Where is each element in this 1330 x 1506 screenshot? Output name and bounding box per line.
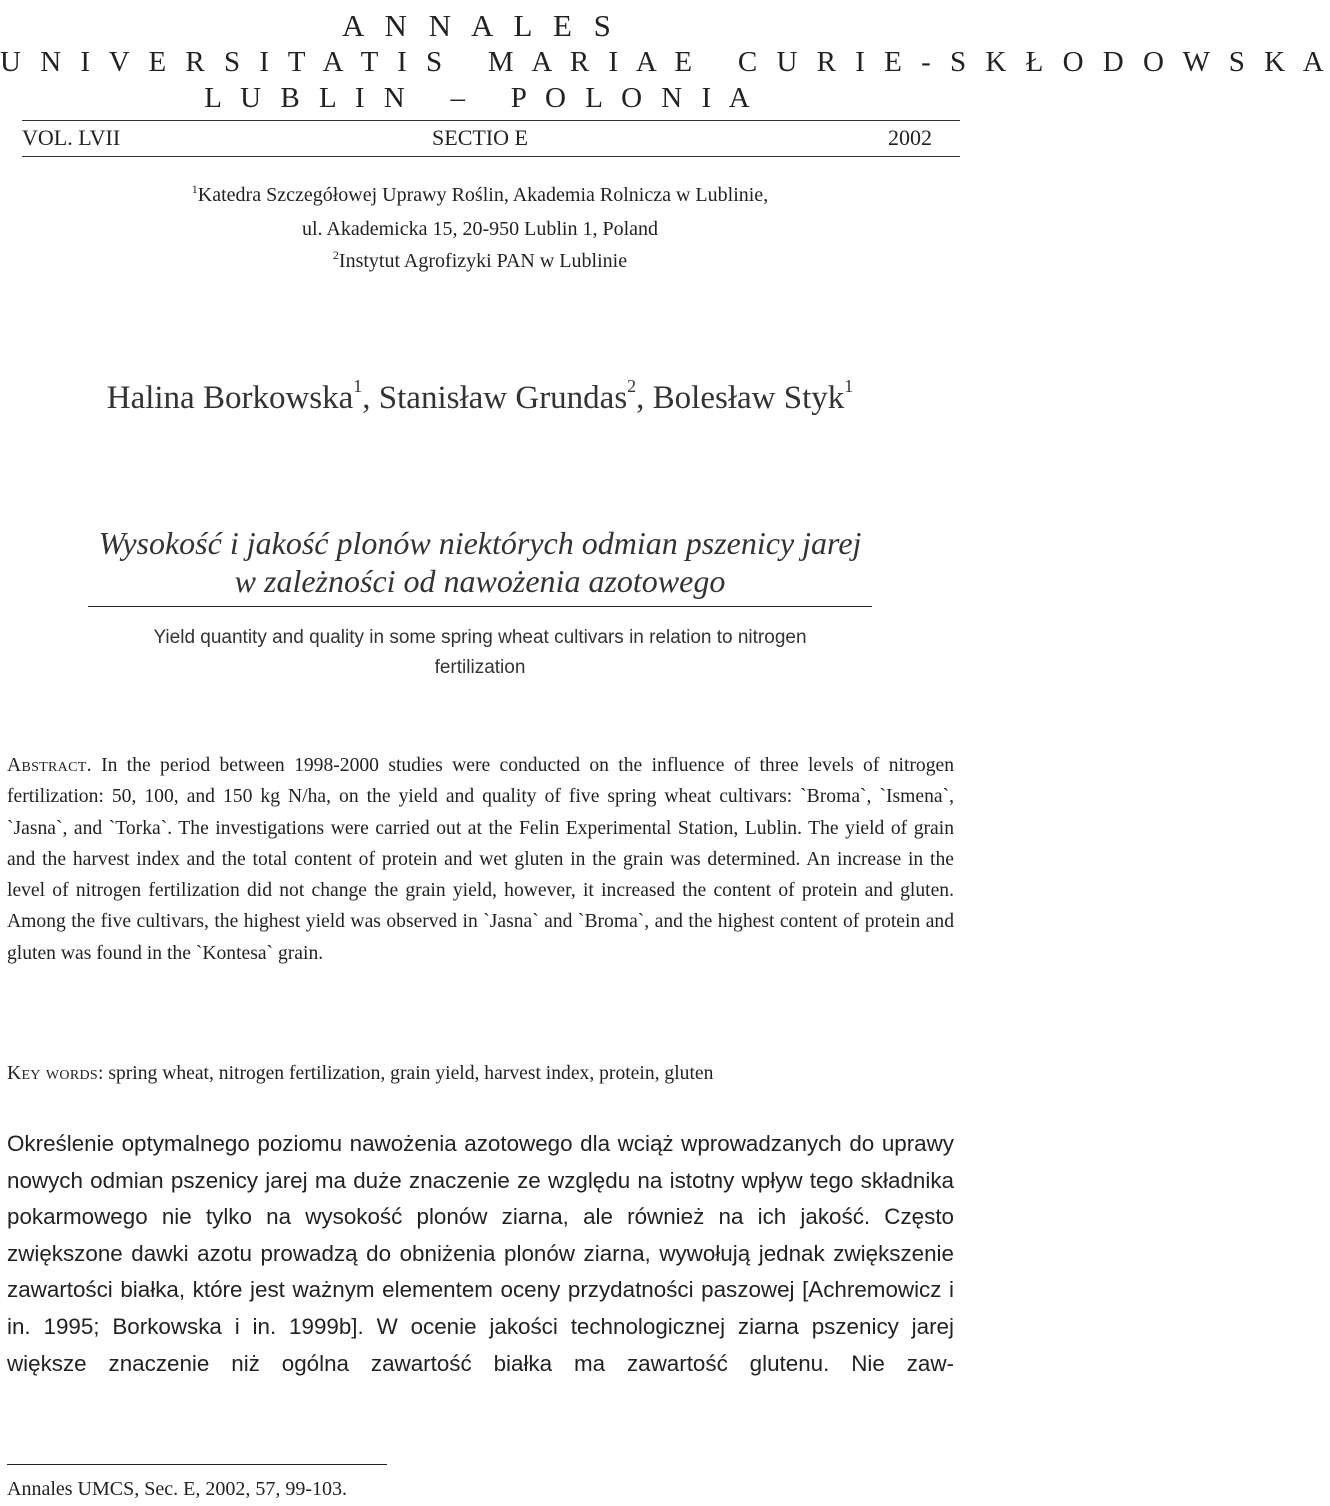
affiliation-1-line2: ul. Akademicka 15, 20-950 Lublin 1, Poland — [301, 218, 659, 240]
affiliation-1-text: Katedra Szczegółowej Uprawy Roślin, Akademia Rolnicza w Lublinie, — [197, 184, 769, 206]
author-2-name: Stanisław Grundas — [378, 380, 628, 416]
affiliation-1-marker: 1 — [191, 182, 198, 196]
header-bottom-rule — [22, 156, 960, 157]
keywords — [7, 1063, 952, 1085]
footnote-citation: Annales UMCS, Sec. E, 2002, 57, 99-103. — [7, 1478, 347, 1500]
author-3-name: Bolesław Styk — [652, 380, 845, 416]
affiliation-2-text: Instytut Agrofizyki PAN w Lublinie — [338, 250, 628, 272]
title-english-line1: Yield quantity and quality in some spring wheat cultivars in relation to nitrogen — [153, 627, 807, 648]
title-rule — [88, 606, 872, 607]
header-top-rule — [22, 120, 960, 121]
abstract-text: In the period between 1998-2000 studies were conducted on the influence of three levels of nitrogen fertilization: 50, 100, and 150 kg N/ha, on the yield and quality of five spring wheat cultivars: `Broma`, `Ismena`, `Jasna`, and `Torka`. The investigations were carried out at the Felin Experimental Station, Lublin. The yield of grain and the harvest index and the total content of protein and wet gluten in the grain was determined. An increase in the level of nitrogen fertilization did not change the grain yield, however, it increased the content of protein and gluten. Among the five cultivars, the highest yield was observed in `Jasna` and `Broma`, and the highest content of protein and gluten was found in the `Kontesa` grain. — [7, 755, 954, 964]
volume-row — [0, 125, 960, 155]
abstract-label: Abstract. — [7, 755, 92, 776]
author-list — [0, 376, 960, 417]
footnote-rule — [7, 1464, 387, 1465]
journal-name-line3: L U B L I N – P O L O N I A — [204, 82, 756, 114]
author-1-name: Halina Borkowska — [106, 380, 354, 416]
keywords-text: : spring wheat, nitrogen fertilization, grain yield, harvest index, protein, gluten — [97, 1063, 714, 1084]
abstract — [7, 750, 954, 969]
volume-label: VOL. LVII — [22, 125, 121, 150]
keywords-label: Key words — [7, 1063, 98, 1084]
author-3-affiliation: 1 — [844, 376, 854, 396]
author-1-affiliation: 1 — [353, 376, 363, 396]
affiliation-1-line1 — [0, 184, 960, 207]
author-separator: , — [362, 380, 379, 416]
author-separator: , — [636, 380, 653, 416]
journal-name-line1: A N N A L E S — [342, 8, 618, 43]
affiliation-2 — [0, 250, 960, 273]
affiliation-2-marker: 2 — [332, 248, 339, 262]
body-paragraph: Określenie optymalnego poziomu nawożenia azotowego dla wciąż wprowadzanych do uprawy nowych odmian pszenicy jarej ma duże znaczenie ze względu na istotny wpływ tego składnika pokarmowego nie tylko na wysokość plonów ziarna, ale również na ich jakość. Często zwiększone dawki azotu prowadzą do obniżenia plonów ziarna, wywołują jednak zwiększenie zawartości białka, które jest ważnym elementem oceny przydatności paszowej [Achremowicz i in. 1995; Borkowska i in. 1999b]. W ocenie jakości technologicznej ziarna pszenicy jarej większe znaczenie niż ogólna zawartość białka ma zawartość glutenu. Nie zaw- — [7, 1131, 954, 1376]
title-polish-line2: w zależności od nawożenia azotowego — [234, 563, 726, 599]
title-polish-line1: Wysokość i jakość plonów niektórych odmian pszenicy jarej — [98, 525, 862, 561]
author-2-affiliation: 2 — [627, 376, 637, 396]
section-label: SECTIO E — [432, 125, 528, 150]
title-english-line2: fertilization — [434, 657, 526, 678]
journal-name-line2: U N I V E R S I T A T I S M A R I A E C U R I E - S K Ł O D O W S K A — [0, 46, 1330, 78]
year-label: 2002 — [888, 125, 932, 150]
